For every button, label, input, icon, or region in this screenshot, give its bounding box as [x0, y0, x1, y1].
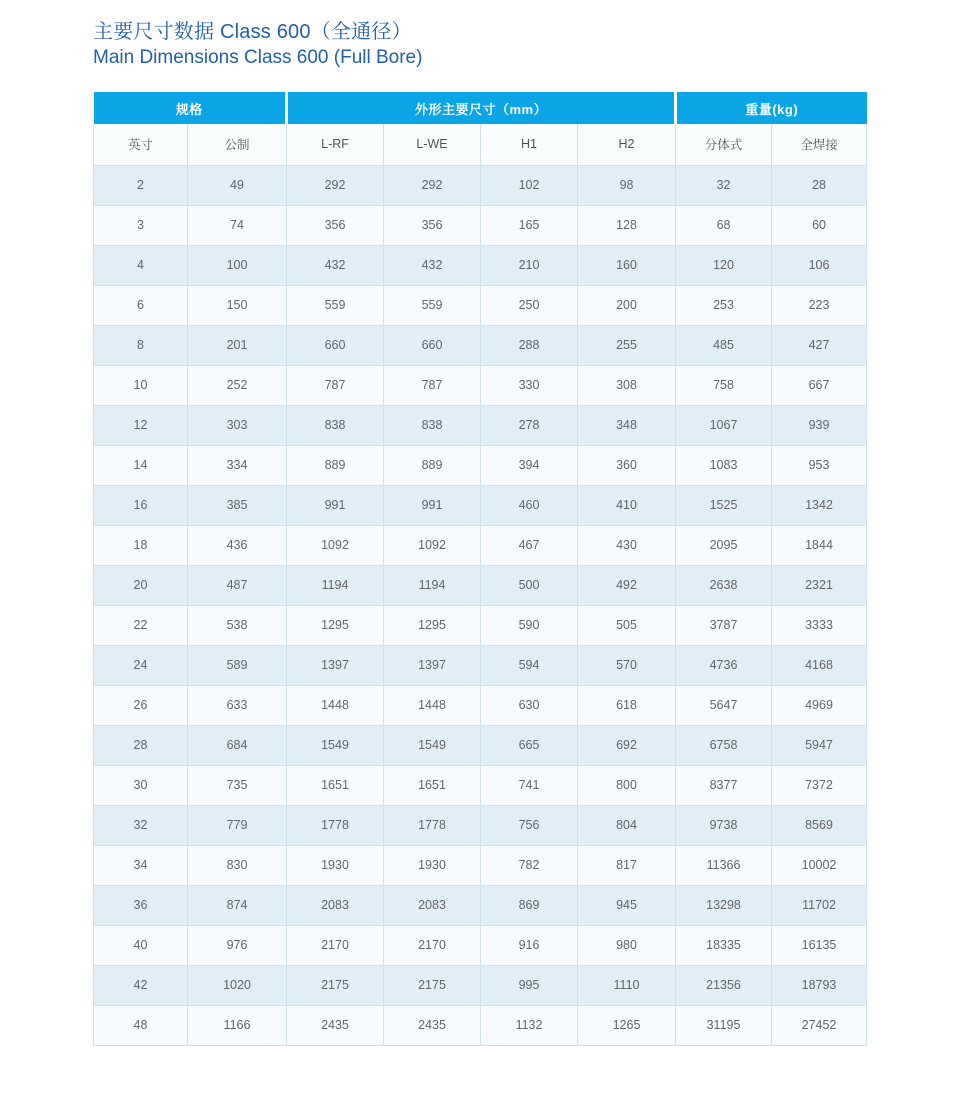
- cell: 485: [676, 325, 772, 365]
- cell: 32: [676, 165, 772, 205]
- cell: 1549: [287, 725, 384, 765]
- cell: 758: [676, 365, 772, 405]
- cell: 16: [94, 485, 188, 525]
- cell: 2083: [287, 885, 384, 925]
- table-row: [94, 605, 867, 645]
- cell: 1194: [384, 565, 481, 605]
- cell: 976: [188, 925, 287, 965]
- cell: 160: [578, 245, 676, 285]
- cell: 2095: [676, 525, 772, 565]
- dimensions-table-wrap: [93, 92, 867, 1046]
- page-title: [93, 19, 422, 70]
- cell: 817: [578, 845, 676, 885]
- cell: 787: [287, 365, 384, 405]
- cell: 6: [94, 285, 188, 325]
- table-row: [94, 285, 867, 325]
- cell: 570: [578, 645, 676, 685]
- cell: 1651: [287, 765, 384, 805]
- cell: 165: [481, 205, 578, 245]
- table-row: [94, 325, 867, 365]
- table-row: [94, 925, 867, 965]
- cell: 1651: [384, 765, 481, 805]
- cell: 1342: [772, 485, 867, 525]
- cell: 830: [188, 845, 287, 885]
- cell: 26: [94, 685, 188, 725]
- cell: 1930: [287, 845, 384, 885]
- cell: 24: [94, 645, 188, 685]
- cell: 1020: [188, 965, 287, 1005]
- cell: 1397: [287, 645, 384, 685]
- cell: 467: [481, 525, 578, 565]
- cell: 36: [94, 885, 188, 925]
- cell: 559: [384, 285, 481, 325]
- cell: 394: [481, 445, 578, 485]
- cell: 42: [94, 965, 188, 1005]
- cell: 385: [188, 485, 287, 525]
- cell: 4969: [772, 685, 867, 725]
- table-row: [94, 645, 867, 685]
- cell: 1525: [676, 485, 772, 525]
- cell: 253: [676, 285, 772, 325]
- cell: 667: [772, 365, 867, 405]
- cell: 665: [481, 725, 578, 765]
- page-title-zh: 主要尺寸数据 Class 600（全通径）: [93, 21, 412, 43]
- cell: 432: [384, 245, 481, 285]
- column-header-cell: 英寸: [94, 124, 188, 165]
- cell: 1265: [578, 1005, 676, 1045]
- cell: 1778: [287, 805, 384, 845]
- column-header-cell: 全焊接: [772, 124, 867, 165]
- cell: 20: [94, 565, 188, 605]
- cell: 460: [481, 485, 578, 525]
- cell: 945: [578, 885, 676, 925]
- cell: 31195: [676, 1005, 772, 1045]
- cell: 692: [578, 725, 676, 765]
- table-row: [94, 525, 867, 565]
- cell: 487: [188, 565, 287, 605]
- cell: 432: [287, 245, 384, 285]
- cell: 1295: [287, 605, 384, 645]
- cell: 756: [481, 805, 578, 845]
- cell: 34: [94, 845, 188, 885]
- table-row: [94, 1005, 867, 1045]
- table-row: [94, 165, 867, 205]
- cell: 120: [676, 245, 772, 285]
- cell: 889: [384, 445, 481, 485]
- cell: 210: [481, 245, 578, 285]
- column-header-cell: H2: [578, 124, 676, 165]
- cell: 356: [384, 205, 481, 245]
- cell: 255: [578, 325, 676, 365]
- cell: 594: [481, 645, 578, 685]
- cell: 60: [772, 205, 867, 245]
- cell: 21356: [676, 965, 772, 1005]
- table-row: [94, 405, 867, 445]
- table-row: [94, 725, 867, 765]
- table-row: [94, 765, 867, 805]
- cell: 991: [287, 485, 384, 525]
- cell: 201: [188, 325, 287, 365]
- cell: 2170: [287, 925, 384, 965]
- cell: 1092: [384, 525, 481, 565]
- cell: 292: [384, 165, 481, 205]
- cell: 2170: [384, 925, 481, 965]
- cell: 40: [94, 925, 188, 965]
- cell: 12: [94, 405, 188, 445]
- cell: 660: [384, 325, 481, 365]
- cell: 292: [287, 165, 384, 205]
- cell: 9738: [676, 805, 772, 845]
- cell: 995: [481, 965, 578, 1005]
- cell: 6758: [676, 725, 772, 765]
- cell: 1778: [384, 805, 481, 845]
- table-row: [94, 485, 867, 525]
- cell: 250: [481, 285, 578, 325]
- cell: 100: [188, 245, 287, 285]
- cell: 32: [94, 805, 188, 845]
- cell: 916: [481, 925, 578, 965]
- cell: 7372: [772, 765, 867, 805]
- cell: 800: [578, 765, 676, 805]
- cell: 991: [384, 485, 481, 525]
- cell: 589: [188, 645, 287, 685]
- cell: 410: [578, 485, 676, 525]
- cell: 782: [481, 845, 578, 885]
- cell: 618: [578, 685, 676, 725]
- table-body: [94, 165, 867, 1045]
- cell: 787: [384, 365, 481, 405]
- cell: 28: [772, 165, 867, 205]
- cell: 1166: [188, 1005, 287, 1045]
- cell: 14: [94, 445, 188, 485]
- cell: 538: [188, 605, 287, 645]
- cell: 1448: [287, 685, 384, 725]
- cell: 334: [188, 445, 287, 485]
- cell: 427: [772, 325, 867, 365]
- cell: 3: [94, 205, 188, 245]
- cell: 10002: [772, 845, 867, 885]
- cell: 360: [578, 445, 676, 485]
- cell: 869: [481, 885, 578, 925]
- table-row: [94, 365, 867, 405]
- band-header-cell: 外形主要尺寸（mm）: [287, 92, 676, 124]
- cell: 1092: [287, 525, 384, 565]
- cell: 1083: [676, 445, 772, 485]
- cell: 278: [481, 405, 578, 445]
- column-header-cell: 分体式: [676, 124, 772, 165]
- band-header-cell: 规格: [94, 92, 287, 124]
- cell: 735: [188, 765, 287, 805]
- cell: 18335: [676, 925, 772, 965]
- cell: 559: [287, 285, 384, 325]
- cell: 2083: [384, 885, 481, 925]
- column-header-cell: L-WE: [384, 124, 481, 165]
- cell: 303: [188, 405, 287, 445]
- cell: 741: [481, 765, 578, 805]
- cell: 1132: [481, 1005, 578, 1045]
- cell: 288: [481, 325, 578, 365]
- column-header-cell: 公制: [188, 124, 287, 165]
- cell: 889: [287, 445, 384, 485]
- cell: 48: [94, 1005, 188, 1045]
- cell: 330: [481, 365, 578, 405]
- cell: 2: [94, 165, 188, 205]
- cell: 2638: [676, 565, 772, 605]
- cell: 684: [188, 725, 287, 765]
- cell: 804: [578, 805, 676, 845]
- cell: 4168: [772, 645, 867, 685]
- cell: 200: [578, 285, 676, 325]
- cell: 779: [188, 805, 287, 845]
- cell: 252: [188, 365, 287, 405]
- cell: 492: [578, 565, 676, 605]
- cell: 1844: [772, 525, 867, 565]
- table-row: [94, 685, 867, 725]
- cell: 2321: [772, 565, 867, 605]
- column-header-cell: H1: [481, 124, 578, 165]
- cell: 128: [578, 205, 676, 245]
- cell: 8569: [772, 805, 867, 845]
- cell: 4: [94, 245, 188, 285]
- cell: 348: [578, 405, 676, 445]
- cell: 2435: [384, 1005, 481, 1045]
- table-row: [94, 805, 867, 845]
- cell: 838: [384, 405, 481, 445]
- cell: 1067: [676, 405, 772, 445]
- band-header-cell: 重量(kg): [676, 92, 867, 124]
- cell: 3787: [676, 605, 772, 645]
- cell: 106: [772, 245, 867, 285]
- cell: 1110: [578, 965, 676, 1005]
- cell: 28: [94, 725, 188, 765]
- cell: 18: [94, 525, 188, 565]
- cell: 2175: [287, 965, 384, 1005]
- cell: 18793: [772, 965, 867, 1005]
- cell: 223: [772, 285, 867, 325]
- cell: 505: [578, 605, 676, 645]
- cell: 436: [188, 525, 287, 565]
- table-row: [94, 885, 867, 925]
- cell: 939: [772, 405, 867, 445]
- column-header-row: [94, 124, 867, 165]
- cell: 2175: [384, 965, 481, 1005]
- cell: 49: [188, 165, 287, 205]
- cell: 1930: [384, 845, 481, 885]
- cell: 27452: [772, 1005, 867, 1045]
- cell: 13298: [676, 885, 772, 925]
- cell: 874: [188, 885, 287, 925]
- cell: 980: [578, 925, 676, 965]
- cell: 8: [94, 325, 188, 365]
- cell: 660: [287, 325, 384, 365]
- cell: 102: [481, 165, 578, 205]
- table-row: [94, 565, 867, 605]
- cell: 838: [287, 405, 384, 445]
- cell: 5947: [772, 725, 867, 765]
- dimensions-table: [93, 92, 867, 1046]
- cell: 1295: [384, 605, 481, 645]
- cell: 1397: [384, 645, 481, 685]
- cell: 953: [772, 445, 867, 485]
- cell: 150: [188, 285, 287, 325]
- cell: 98: [578, 165, 676, 205]
- cell: 1194: [287, 565, 384, 605]
- cell: 74: [188, 205, 287, 245]
- cell: 11702: [772, 885, 867, 925]
- cell: 22: [94, 605, 188, 645]
- cell: 356: [287, 205, 384, 245]
- column-header-cell: L-RF: [287, 124, 384, 165]
- band-header-row: [94, 92, 867, 124]
- cell: 308: [578, 365, 676, 405]
- cell: 3333: [772, 605, 867, 645]
- cell: 8377: [676, 765, 772, 805]
- cell: 630: [481, 685, 578, 725]
- cell: 2435: [287, 1005, 384, 1045]
- cell: 633: [188, 685, 287, 725]
- cell: 430: [578, 525, 676, 565]
- page-title-en: Main Dimensions Class 600 (Full Bore): [93, 47, 423, 69]
- cell: 590: [481, 605, 578, 645]
- cell: 10: [94, 365, 188, 405]
- cell: 11366: [676, 845, 772, 885]
- cell: 30: [94, 765, 188, 805]
- cell: 16135: [772, 925, 867, 965]
- table-row: [94, 445, 867, 485]
- cell: 4736: [676, 645, 772, 685]
- cell: 1549: [384, 725, 481, 765]
- cell: 5647: [676, 685, 772, 725]
- cell: 1448: [384, 685, 481, 725]
- table-row: [94, 965, 867, 1005]
- table-row: [94, 205, 867, 245]
- cell: 68: [676, 205, 772, 245]
- cell: 500: [481, 565, 578, 605]
- table-row: [94, 245, 867, 285]
- table-row: [94, 845, 867, 885]
